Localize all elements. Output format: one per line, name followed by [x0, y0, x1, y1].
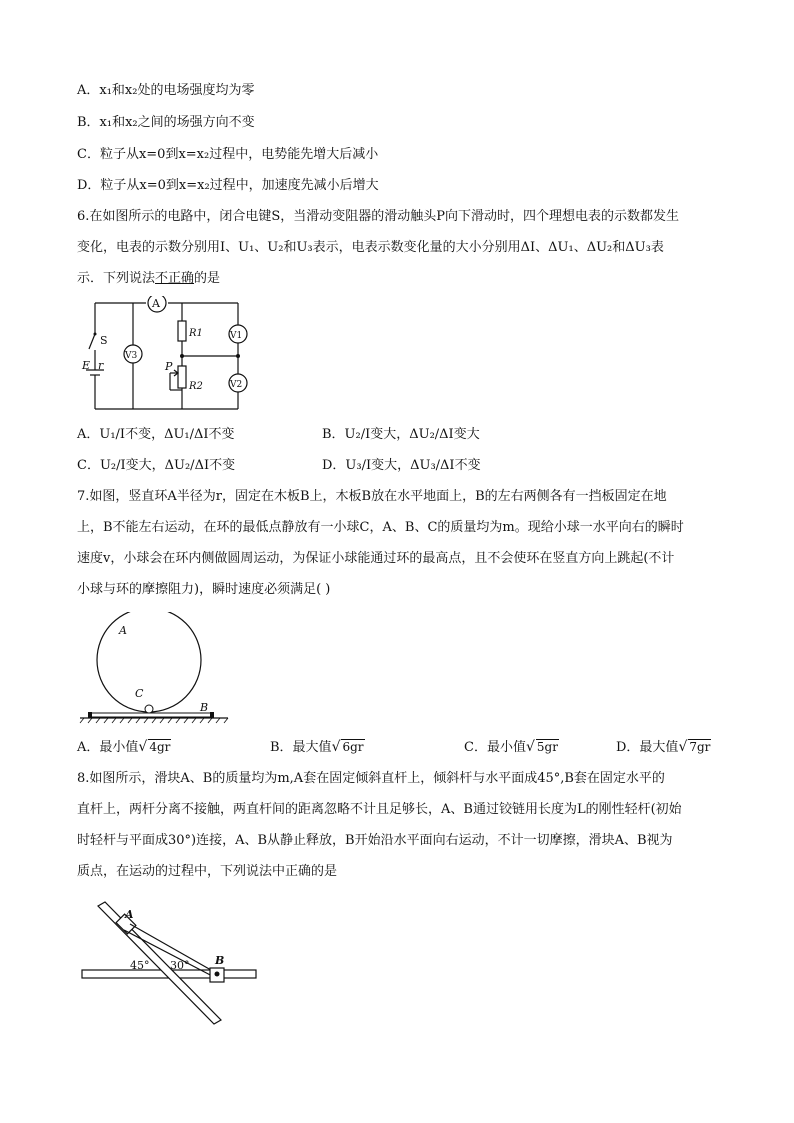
- v1-label: V1: [230, 331, 243, 341]
- q6-stem-line-3: [77, 269, 220, 289]
- q7-option-c-label: C．最小值: [464, 740, 526, 755]
- r2-label: R2: [189, 381, 203, 392]
- q6-circuit-diagram: [78, 296, 248, 416]
- q6-stem-text: 示．下列说法: [77, 271, 156, 286]
- q7-option-c: C．最小值√ 5gr: [464, 739, 558, 755]
- board-label: B: [200, 701, 209, 714]
- block-a-label: A: [125, 908, 134, 921]
- emf-label: E: [82, 359, 91, 372]
- q7-option-b-radicand: 6gr: [342, 740, 364, 754]
- q7-stem-line-1: 7.如图，竖直环A半径为r，固定在木板B上，木板B放在水平地面上，B的左右两侧各有一挡板固定在地: [77, 489, 667, 504]
- q8-slider-diagram: [78, 892, 263, 1028]
- q7-option-d-label: D．最大值: [616, 740, 679, 755]
- block-b-label: B: [215, 954, 225, 967]
- ring-label: A: [119, 624, 127, 637]
- q7-option-a-label: A．最小值: [77, 740, 139, 755]
- q7-option-a: A．最小值√ 4gr: [77, 739, 171, 755]
- q7-ring-diagram: [78, 612, 238, 730]
- q7-option-d-radicand: 7gr: [689, 740, 711, 754]
- q7-option-c-radicand: 5gr: [536, 740, 558, 754]
- q6-stem-underlined: 不正确: [155, 271, 195, 286]
- switch-label: S: [100, 334, 108, 347]
- q5-option-d: D．粒子从x=0到x=x₂过程中，加速度先减小后增大: [77, 178, 379, 193]
- ball-label: C: [135, 687, 144, 700]
- slider-label: P: [165, 360, 173, 373]
- internal-resistance-label: r: [98, 359, 104, 372]
- q7-stem-line-4: 小球与环的摩擦阻力)，瞬时速度必须满足( ): [77, 582, 331, 597]
- q6-stem-line-2: 变化，电表的示数分别用I、U₁、U₂和U₃表示，电表示数变化量的大小分别用ΔI、ΔU₁、ΔU₂和ΔU₃表: [77, 240, 664, 255]
- q7-option-d: D．最大值√ 7gr: [616, 739, 711, 755]
- r1-label: R1: [189, 328, 203, 339]
- q5-option-c: C．粒子从x=0到x=x₂过程中，电势能先增大后减小: [77, 147, 379, 162]
- angle-30-label: 30°: [170, 959, 190, 972]
- q7-stem-line-2: 上，B不能左右运动，在环的最低点静放有一小球C，A、B、C的质量均为m。现给小球一水平向右的瞬时: [77, 520, 684, 535]
- q7-stem-line-3: 速度v，小球会在环内侧做圆周运动，为保证小球能通过环的最高点，且不会使环在竖直方向上跳起(不计: [77, 551, 675, 566]
- q6-option-a: A．U₁/I不变，ΔU₁/ΔI不变: [77, 427, 235, 442]
- q8-stem-line-4: 质点，在运动的过程中，下列说法中正确的是: [77, 864, 338, 879]
- q7-option-b: B．最大值√ 6gr: [270, 739, 364, 755]
- angle-45-label: 45°: [130, 959, 150, 972]
- q6-stem-line-1: 6.在如图所示的电路中，闭合电键S，当滑动变阻器的滑动触头P向下滑动时，四个理想电表的示数都发生: [77, 209, 680, 224]
- q8-stem-line-1: 8.如图所示，滑块A、B的质量均为m,A套在固定倾斜直杆上，倾斜杆与水平面成45°,B套在固定水平的: [77, 771, 665, 786]
- q5-option-a: A．x₁和x₂处的电场强度均为零: [77, 83, 255, 98]
- v2-label: V2: [230, 380, 243, 390]
- q5-option-b: B．x₁和x₂之间的场强方向不变: [77, 115, 255, 130]
- q7-option-b-label: B．最大值: [270, 740, 332, 755]
- q8-stem-line-3: 时轻杆与平面成30°)连接，A、B从静止释放，B开始沿水平面向右运动，不计一切摩擦，滑块A、B视为: [77, 833, 673, 848]
- ammeter-label: A: [152, 297, 160, 310]
- q7-option-a-radicand: 4gr: [149, 740, 171, 754]
- v3-label: V3: [125, 351, 138, 361]
- q6-stem-text-end: 的是: [194, 271, 221, 286]
- q6-option-b: B．U₂/I变大，ΔU₂/ΔI变大: [322, 427, 480, 442]
- q6-option-c: C．U₂/I变大，ΔU₂/ΔI不变: [77, 458, 236, 473]
- q8-stem-line-2: 直杆上，两杆分离不接触，两直杆间的距离忽略不计且足够长，A、B通过铰链用长度为L的刚性轻杆(初始: [77, 802, 682, 817]
- q6-option-d: D．U₃/I变大，ΔU₃/ΔI不变: [322, 458, 481, 473]
